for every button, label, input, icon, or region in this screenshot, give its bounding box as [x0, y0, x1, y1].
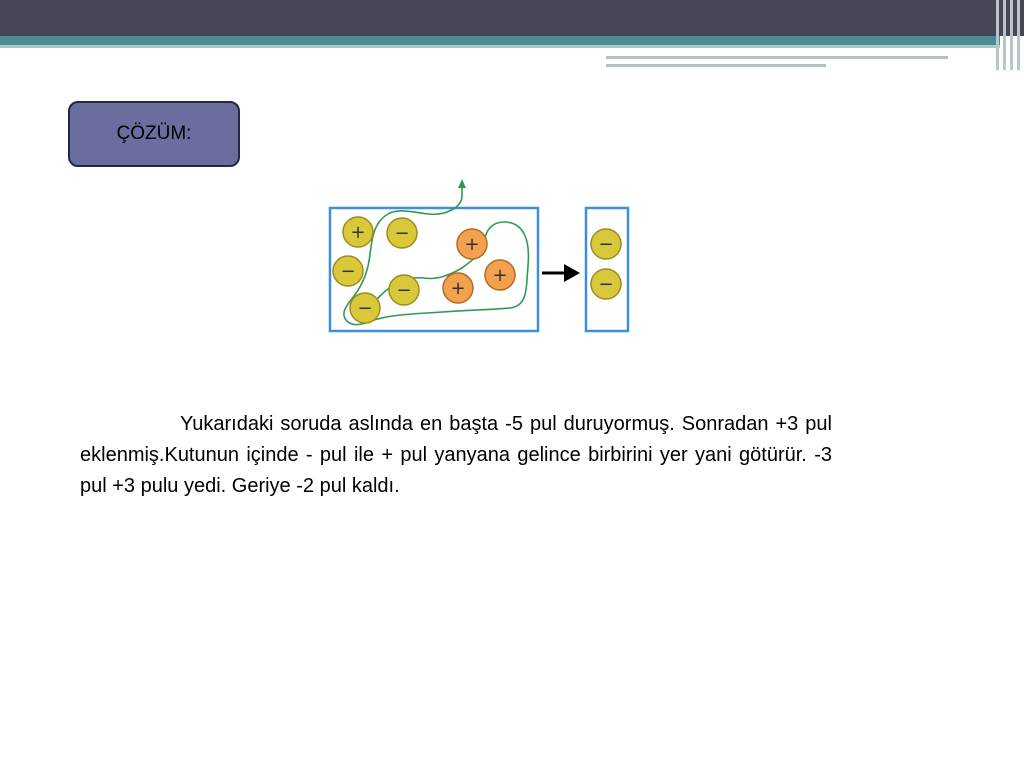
chip-negative [387, 218, 417, 248]
right-arrow-icon [542, 264, 580, 282]
chip-negative [333, 256, 363, 286]
svg-text:−: − [598, 274, 614, 295]
decorative-strip [1010, 0, 1013, 70]
chip-positive [343, 217, 373, 247]
chip-negative [591, 229, 621, 259]
chip-positive [443, 273, 473, 303]
header-accent-band-light [0, 45, 1000, 48]
decorative-line [606, 56, 948, 59]
svg-text:−: − [396, 280, 412, 301]
decorative-strip [1003, 0, 1006, 70]
chip-positive [485, 260, 515, 290]
svg-text:+: + [450, 278, 466, 299]
svg-text:−: − [598, 234, 614, 255]
chip-positive [457, 229, 487, 259]
chip-negative [389, 275, 419, 305]
loop-arrow-tip [458, 179, 466, 188]
chip-negative [591, 269, 621, 299]
svg-text:−: − [357, 298, 373, 319]
header-accent-band [0, 36, 1000, 45]
chip-negative [350, 293, 380, 323]
header-bar [0, 0, 1024, 36]
svg-text:+: + [492, 265, 508, 286]
svg-text:−: − [394, 223, 410, 244]
svg-text:−: − [340, 261, 356, 282]
decorative-strip [996, 0, 999, 70]
solution-label: ÇÖZÜM: [116, 123, 192, 144]
svg-text:+: + [350, 222, 366, 243]
decorative-line [606, 64, 826, 67]
decorative-strip [1017, 0, 1020, 70]
svg-text:+: + [464, 234, 480, 255]
solution-explanation-text: Yukarıdaki soruda aslında en başta -5 pul duruyormuş. Sonradan +3 pul eklenmiş.Kutunun içinde - pul ile + pul yanyana gelince birbirini yer yani götürür. -3 pul +3 pulu yedi. Geriye -2 pul kaldı. [80, 413, 832, 497]
chip-figure [316, 178, 658, 353]
solution-label-box [68, 101, 240, 167]
